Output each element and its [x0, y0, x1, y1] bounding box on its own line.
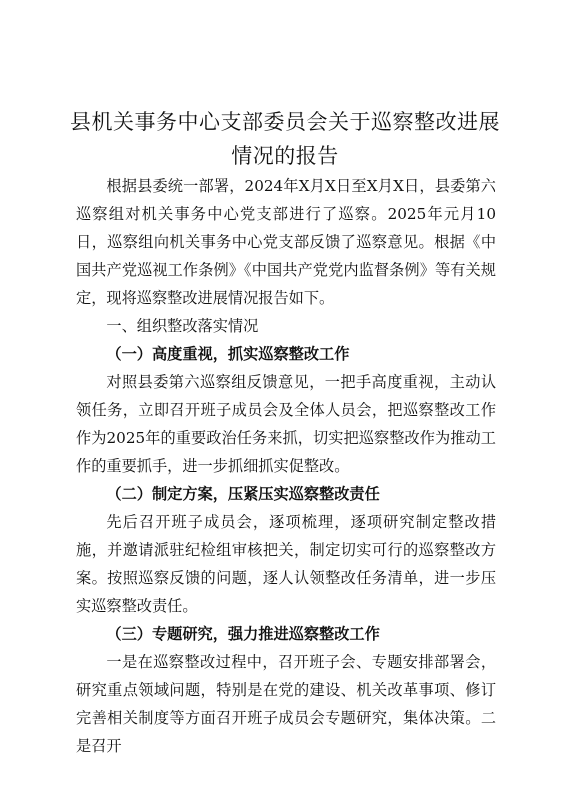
subsection-3-paragraph: 一是在巡察整改过程中，召开班子会、专题安排部署会，研究重点领域问题，特别是在党的建设、机关改革事项、修订完善相关制度等方面召开班子成员会专题研究，集体决策。二是召开: [76, 653, 496, 755]
subsection-2-heading: （二）制定方案，压紧压实巡察整改责任: [106, 485, 380, 503]
intro-paragraph: 根据县委统一部署，2024年X月X日至X月X日，县委第六巡察组对机关事务中心党支部进行了巡察。2025年元月10日，巡察组向机关事务中心党支部反馈了巡察意见。根据《中国共产党巡视工作条例》《中国共产党党内监督条例》等有关规定，现将巡察整改进展情况报告如下。: [76, 177, 496, 307]
report-title-line-1: 县机关事务中心支部委员会关于巡察整改进展: [70, 110, 500, 134]
section-1-heading: 一、组织整改落实情况: [106, 317, 259, 335]
subsection-1-heading: （一）高度重视，抓实巡察整改工作: [106, 345, 350, 363]
subsection-3-heading: （三）专题研究，强力推进巡察整改工作: [106, 625, 380, 643]
subsection-1-paragraph: 对照县委第六巡察组反馈意见，一把手高度重视，主动认领任务，立即召开班子成员会及全体人员会，把巡察整改工作作为2025年的重要政治任务来抓，切实把巡察整改作为推动工作的重要抓手，进一步抓细抓实促整改。: [76, 373, 496, 475]
report-body: [76, 172, 496, 760]
report-title-line-2: 情况的报告: [231, 144, 339, 168]
subsection-2-paragraph: 先后召开班子成员会，逐项梳理，逐项研究制定整改措施，并邀请派驻纪检组审核把关，制定切实可行的巡察整改方案。按照巡察反馈的问题，逐人认领整改任务清单，进一步压实巡察整改责任。: [76, 513, 496, 615]
